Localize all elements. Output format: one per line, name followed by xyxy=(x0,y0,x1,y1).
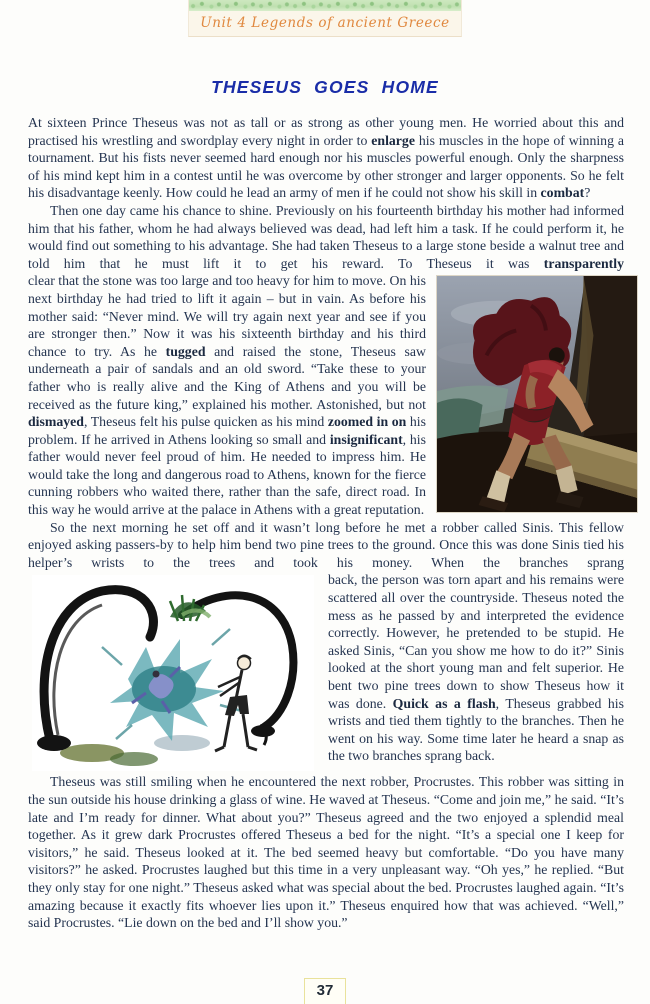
paragraph-3-bottom: back, the person was torn apart and his remains were scattered all over the countryside. Theseus noted the mess as he passed by and interpreted the evidence correctly. However, he pretended to be stupid. He asked Sinis, “Can you show me how to do it?” Sinis looked at the short young man and felt superior. He bent two pine trees down to show Theseus how it was done. Quick as a flash, Theseus grabbed his wrists and tied them tightly to the branches. Then he went on his way. Some time later he heard a snap as the two branches sprang back. xyxy=(328,572,625,764)
paragraph-2-wrapped-block xyxy=(28,272,624,518)
theseus-painting-graphic xyxy=(437,276,637,512)
paragraph-2-top: Then one day came his chance to shine. Previously on his fourteenth birthday his mother had informed him that his father, whom he had always believed was dead, had left him a task. If he could perform it, he would find out something to his advantage. She had taken Theseus to a large stone beside a walnut tree and told him that he must lift it to get his reward. To Theseus it was transparently xyxy=(28,202,624,271)
paragraph-3-wrapped-block xyxy=(28,571,624,765)
page-title: THESEUS GOES HOME xyxy=(211,77,439,97)
paragraph-2-bottom: clear that the stone was too large and too heavy for him to move. On his next birthday he had tried to lift it again – but in vain. As before his mother said: “Never mind. We will try again next year and see if you are stronger then.” Now it was his sixteenth birthday and his third chance to try. As he tugged and raised the stone, Theseus saw underneath a pair of sandals and an old sword. “Take these to your father who is really alive and the King of Athens and you will be received as the future king,” explained his mother. Astonished, but not dismayed, Theseus felt his pulse quicken as his mind zoomed in on his problem. If he arrived in Athens looking so small and insignificant, his father would never feel proud of him. He needed to impress him. He would take the long and dangerous road to Athens, known for the fierce cunning robbers who waited there, rather than the safe, direct road. In this way he would arrive at the palace in Athens with a great reputation. xyxy=(28,273,427,518)
paragraph-4: Theseus was still smiling when he encountered the next robber, Procrustes. This robber was sitting in the sun outside his house drinking a glass of wine. He waved at Theseus. “Come and join me,” he said. “It’s late and I’m ready for dinner. What about you?” Theseus agreed and the two enjoyed a splendid meal together. As it grew dark Procrustes offered Theseus a bed for the night. “It’s a special one I keep for visitors,” he said. Theseus looked at it. The bed seemed heavy but comfortable. “Do you have many visitors?” he asked. Procrustes laughed but this time in a very unpleasant way. “Oh yes,” he replied. “But they only stay for one night.” Theseus asked what was special about the bed. Procrustes laughed again. “It’s amazing because it exactly fits whoever lies upon it.” Theseus enquired how that was achieved. “Well,” said Procrustes. “Lie down on the bed and I’ll show you.” xyxy=(28,774,624,931)
page-number: 37 xyxy=(316,982,334,999)
page-number-box xyxy=(304,978,346,1004)
unit-label: Unit 4 Legends of ancient Greece xyxy=(200,15,450,31)
sinis-drawing xyxy=(32,575,314,771)
paragraph-3-top: So the next morning he set off and it wasn’t long before he met a robber called Sinis. This fellow enjoyed asking passers-by to help him bend two pine trees to the ground. Once this was done Sinis tied his helper’s wrists to the trees and took his money. When the branches sprang xyxy=(28,519,624,570)
decorative-green-band xyxy=(189,0,461,11)
theseus-painting xyxy=(436,275,638,513)
paragraph-1: At sixteen Prince Theseus was not as tall or as strong as other young men. He worried about this and practised his wrestling and swordplay every night in order to enlarge his muscles in the hope of winning a tournament. But his fists never seemed hard enough nor his muscles powerful enough. Only the sharpness of his mind kept him in a contest until he was overcome by other stronger and larger opponents. So he felt his disadvantage keenly. How could he lead an army of men if he could not show his skill in combat? xyxy=(28,115,625,201)
sinis-drawing-graphic xyxy=(32,575,314,771)
unit-header xyxy=(188,0,462,37)
reading-text xyxy=(28,114,624,932)
